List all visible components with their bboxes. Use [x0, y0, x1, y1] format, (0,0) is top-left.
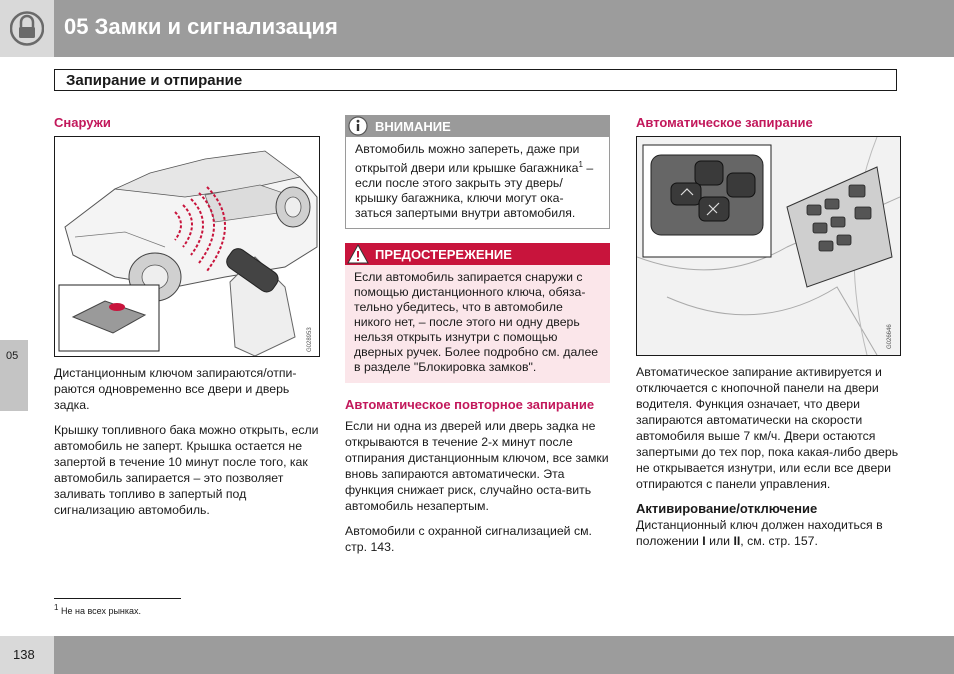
activation-text-2: или	[705, 534, 734, 548]
auto-relock-para-1: Если ни одна из дверей или дверь задка не открываются в течение 2-х минут после отпирания дистанционным ключом, все замки вновь запираются автоматически. Эта функция снижает риск, случайно оста-вить автомобиль незапертым.	[345, 419, 609, 514]
attention-title: ВНИМАНИЕ	[375, 118, 451, 134]
footnote-number: 1	[54, 603, 59, 612]
activation-text-1: Дистанционный ключ должен находиться в положении	[636, 518, 883, 548]
padlock-icon	[10, 10, 44, 47]
column-auto-lock	[636, 115, 900, 558]
column-notices	[345, 115, 610, 564]
figure-code: G028953	[307, 327, 313, 352]
column-exterior	[54, 115, 320, 527]
attention-header	[345, 115, 610, 137]
exterior-heading: Снаружи	[54, 115, 111, 130]
auto-relock-heading: Автоматическое повторное запирание	[345, 397, 595, 413]
header-icon-box	[0, 0, 54, 57]
door-panel-illustration	[636, 136, 901, 356]
side-tab	[0, 340, 28, 411]
exterior-para-2: Крышку топливного бака можно открыть, если автомобиль не заперт. Крышка остается не запертой в течение 10 минут после того, как автомобиль запирается – это позволяет заливать топливо в запертый под сигнализацию автомобиль.	[54, 423, 319, 517]
remote-locking-illustration	[54, 136, 320, 357]
activation-text-3: , см. стр. 157.	[740, 534, 818, 548]
info-icon	[347, 115, 369, 137]
attention-box	[345, 115, 610, 229]
figure-code: G026646	[887, 324, 893, 349]
car-remote-key-drawing	[55, 137, 319, 356]
header-bar	[0, 0, 954, 57]
auto-lock-para-1: Автоматическое запирание активируется и отключается с кнопочной панели на двери водителя. Функция означает, что двери запираются автоматически на скорости автомобиля выше 7 км/ч. Двери остаются запертыми до тех пор, пока какая-либо дверь не открывается изнутри, или если все двери отпираются с панели управления.	[636, 365, 899, 491]
key-position-2: II	[733, 534, 741, 548]
footnote-divider	[54, 598, 181, 599]
footnote-text: Не на всех рынках.	[60, 606, 142, 616]
door-control-panel-drawing	[637, 137, 900, 355]
footer-bar	[0, 636, 954, 674]
activation-para	[636, 517, 900, 549]
activation-heading: Активирование/отключение	[636, 501, 818, 516]
footnote	[54, 603, 141, 616]
attention-body	[345, 137, 610, 229]
auto-lock-heading: Автоматическое запирание	[636, 115, 813, 130]
warning-header	[345, 243, 610, 265]
attention-text-2: – если после этого закрыть эту дверь/крышку багажника, ключи могут ока-заться запертыми внутри автомобиля.	[355, 161, 594, 221]
attention-text-1: Автомобиль можно запереть, даже при открытой двери или крышке багажника	[355, 142, 580, 176]
key-position-1: I	[702, 534, 706, 548]
warning-title: ПРЕДОСТЕРЕЖЕНИЕ	[375, 246, 512, 262]
page-number: 138	[13, 647, 35, 662]
footnote-ref: 1	[578, 160, 583, 169]
side-tab-label: 05	[6, 350, 19, 362]
exterior-para-1: Дистанционным ключом запираются/отпи-раются одновременно все двери и дверь задка.	[54, 366, 297, 412]
warning-body: Если автомобиль запирается снаружи с помощью дистанционного ключа, обяза-тельно убедитесь, что в автомобиле никого нет, – после этого ни одну дверь нельзя открыть изнутри с помощью дверных ручек. Более подробно см. далее в разделе "Блокировка замков".	[345, 265, 610, 383]
warning-icon	[347, 243, 369, 265]
warning-box	[345, 243, 610, 383]
auto-relock-para-2: Автомобили с охранной сигнализацией см. стр. 143.	[345, 524, 592, 555]
page-number-box	[0, 636, 54, 674]
section-heading: Запирание и отпирание	[54, 69, 897, 91]
chapter-title: 05 Замки и сигнализация	[64, 14, 338, 39]
